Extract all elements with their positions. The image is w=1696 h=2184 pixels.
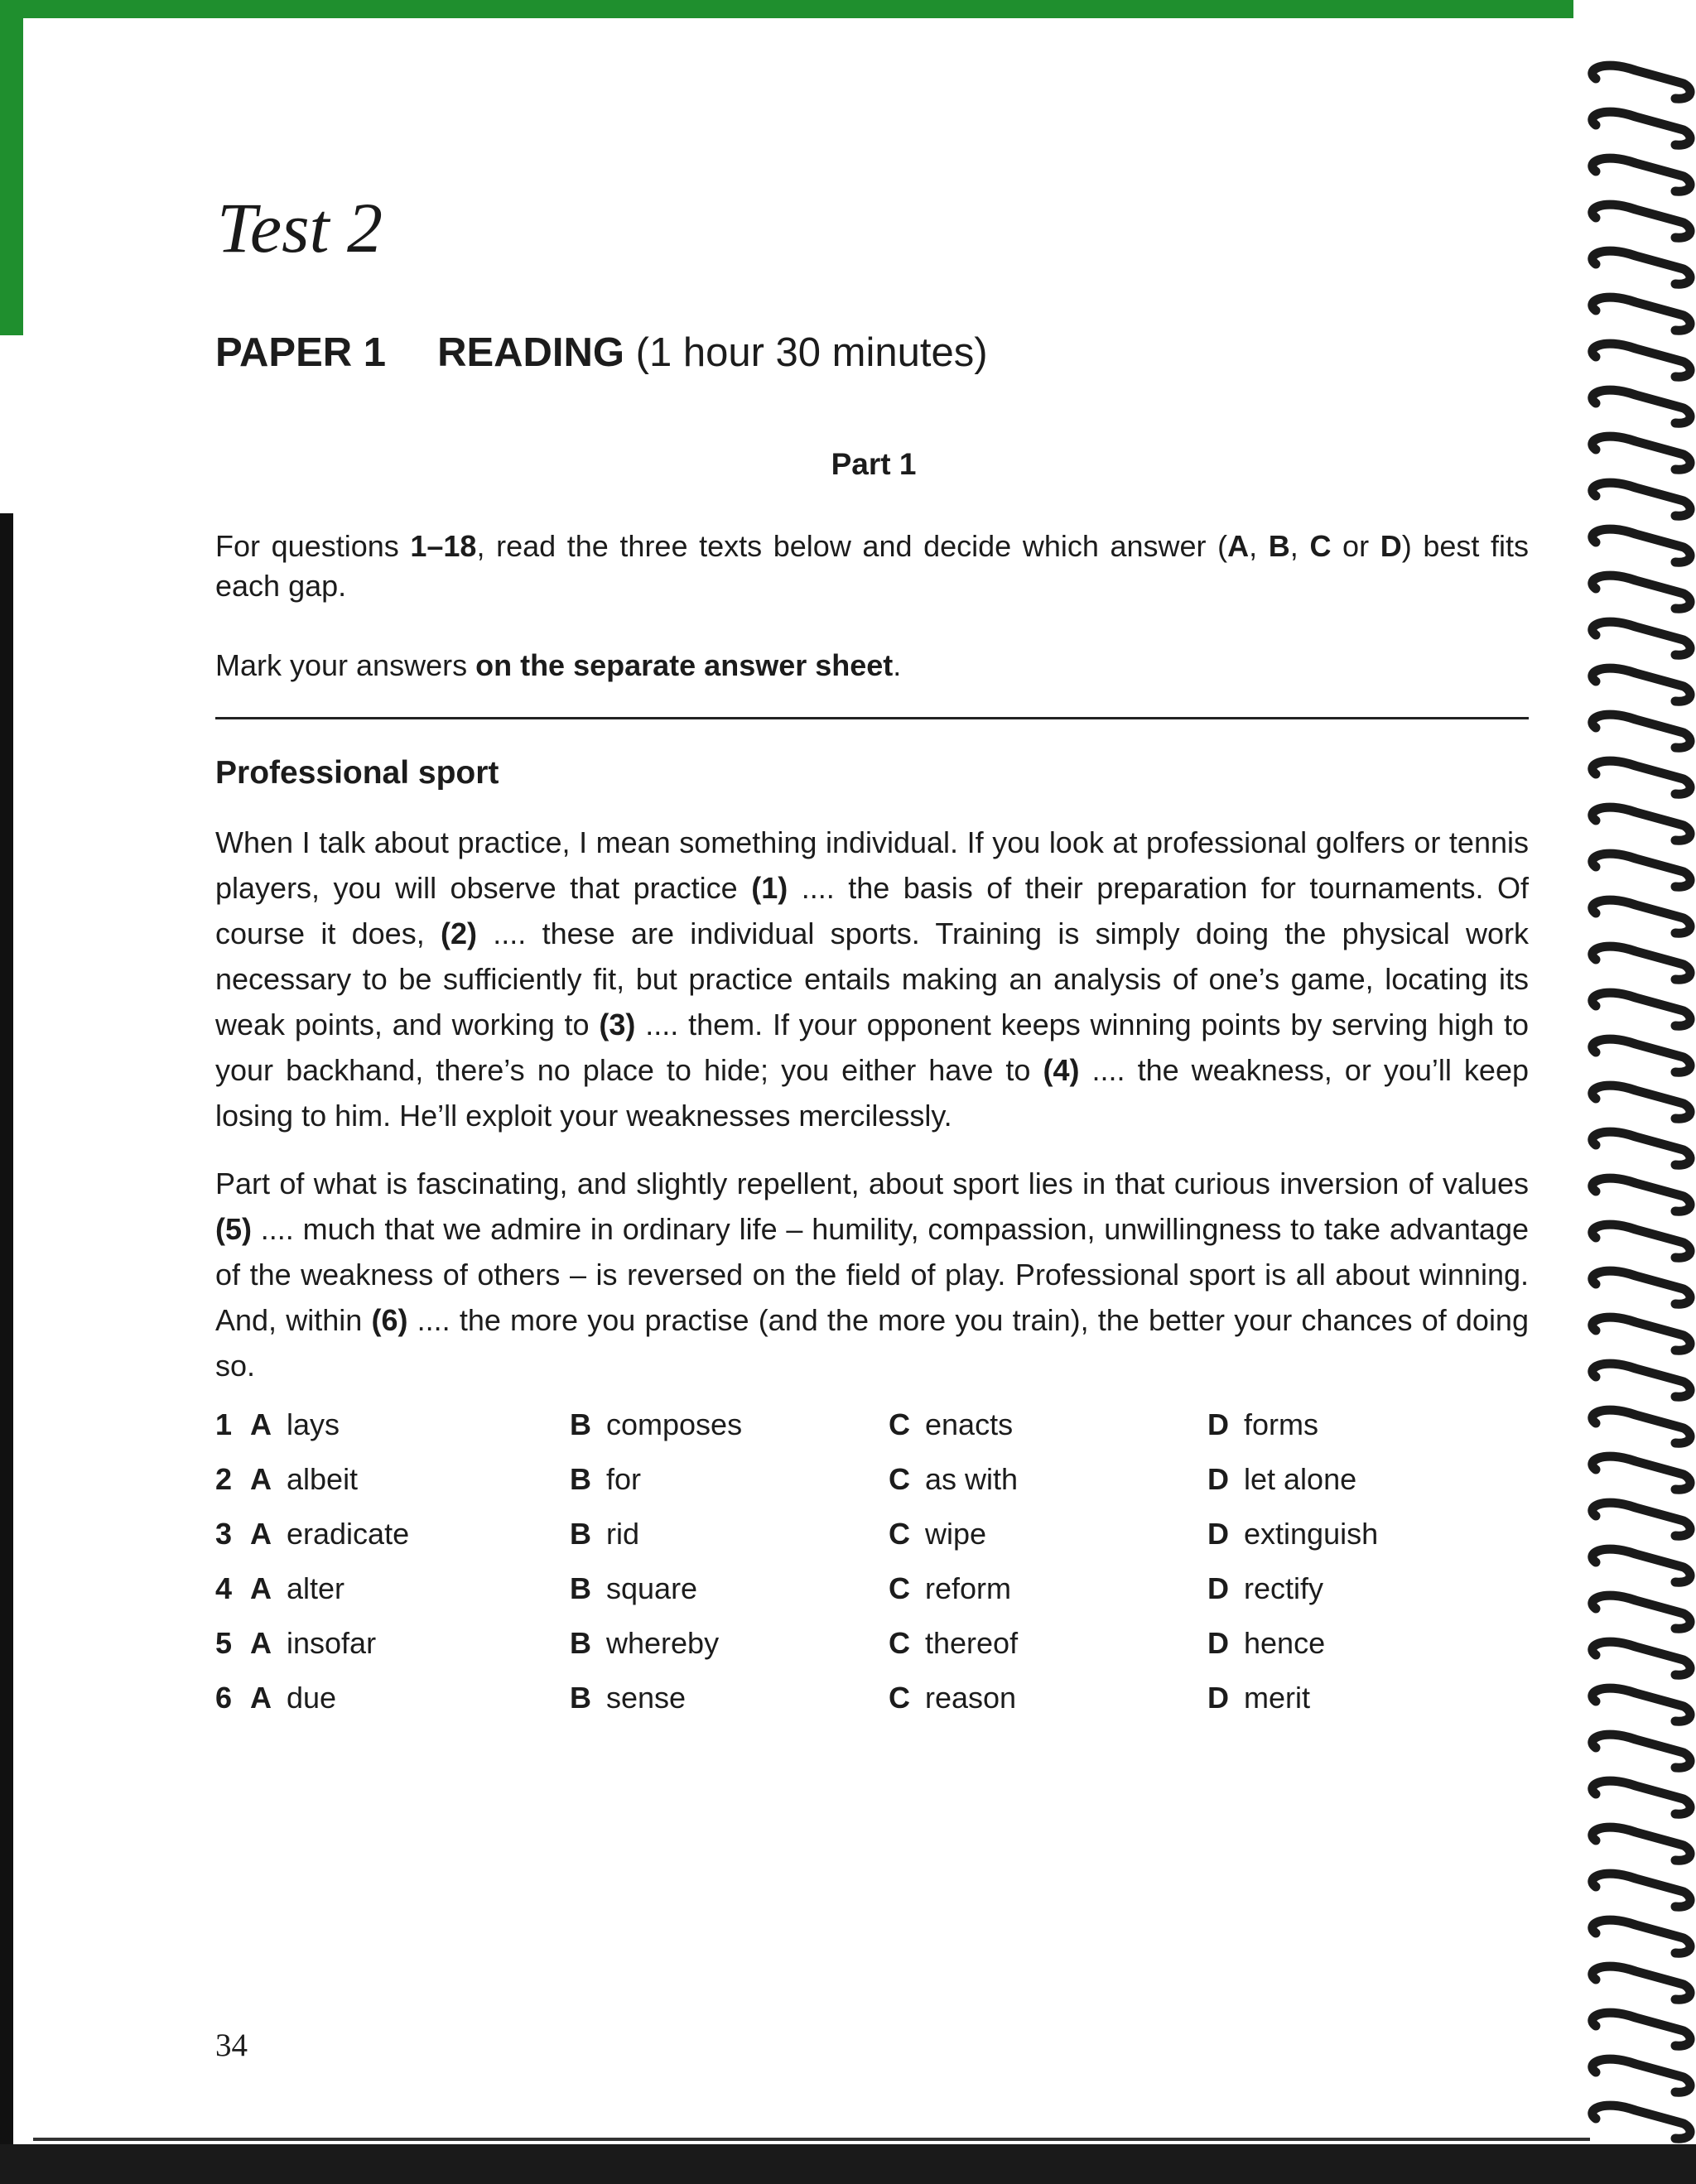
question-number: 1 — [215, 1407, 233, 1441]
spiral-loop — [1592, 1827, 1690, 1860]
spiral-loop — [1592, 1178, 1690, 1211]
option-d — [1207, 1681, 1310, 1715]
spiral-binding — [1578, 33, 1696, 2144]
option-text: insofar — [287, 1626, 377, 1660]
spiral-loop — [1592, 297, 1690, 330]
option-text: enacts — [925, 1407, 1014, 1441]
spiral-loop — [1592, 2105, 1690, 2138]
option-c — [889, 1626, 1018, 1661]
instructions — [215, 527, 1529, 606]
option-text: hence — [1244, 1626, 1326, 1660]
question-row — [215, 1462, 1540, 1517]
spiral-loop — [1592, 1364, 1690, 1397]
option-letter: D — [1207, 1517, 1229, 1551]
spiral-loop — [1592, 900, 1690, 933]
spiral-loop — [1592, 1966, 1690, 1999]
spiral-loop — [1592, 993, 1690, 1026]
option-letter: A — [250, 1626, 272, 1660]
option-text: forms — [1244, 1407, 1318, 1441]
spiral-loop — [1592, 483, 1690, 516]
instructions-text: . — [893, 648, 902, 682]
option-d — [1207, 1407, 1318, 1442]
option-text: extinguish — [1244, 1517, 1379, 1551]
option-letter: A — [250, 1462, 272, 1496]
option-letter-c: C — [1309, 529, 1332, 563]
spiral-loop — [1592, 761, 1690, 794]
paper-label: PAPER 1 — [215, 330, 387, 375]
option-letter: C — [889, 1462, 910, 1496]
option-d — [1207, 1462, 1356, 1497]
option-letter: D — [1207, 1626, 1229, 1660]
passage-text: .... them. If your opponent keeps winning points by serving high to your backhand, there’s no place to hide; you either have to — [215, 1008, 1529, 1087]
spiral-loop — [1592, 1085, 1690, 1118]
spiral-loop — [1592, 1503, 1690, 1536]
option-text: reform — [925, 1571, 1012, 1605]
spiral-loop — [1592, 158, 1690, 191]
spiral-loop — [1592, 529, 1690, 562]
option-letter: A — [250, 1571, 272, 1605]
gap-number: (1) — [751, 871, 788, 905]
text-title: Professional sport — [215, 755, 499, 791]
option-text: wipe — [925, 1517, 987, 1551]
option-text: composes — [606, 1407, 743, 1441]
page-number: 34 — [215, 2028, 248, 2063]
passage-text: .... these are individual sports. Training is simply doing the physical work necessary to be sufficiently fit, but practice entails making an analysis of one’s game, locating its weak points, and working to — [215, 916, 1530, 1041]
option-letter: C — [889, 1571, 910, 1605]
option-text: merit — [1244, 1681, 1310, 1715]
option-letter: D — [1207, 1571, 1229, 1605]
spiral-loop — [1592, 344, 1690, 377]
option-letter-a: A — [1227, 529, 1250, 563]
option-letter: C — [889, 1407, 910, 1441]
option-text: as with — [925, 1462, 1019, 1496]
spiral-loop — [1592, 1595, 1690, 1628]
spiral-loop — [1592, 204, 1690, 238]
gap-number: (3) — [599, 1008, 636, 1041]
option-text: rectify — [1244, 1571, 1324, 1605]
answer-options — [215, 1407, 1540, 1735]
option-letter-d: D — [1380, 529, 1402, 563]
option-letter-b: B — [1268, 529, 1290, 563]
section-divider — [215, 717, 1529, 719]
spiral-loop — [1592, 1224, 1690, 1258]
option-a — [250, 1462, 358, 1497]
spiral-loop — [1592, 1271, 1690, 1304]
spiral-loop — [1592, 1781, 1690, 1814]
option-text: whereby — [606, 1626, 720, 1660]
spiral-loop — [1592, 390, 1690, 423]
question-number: 2 — [215, 1462, 233, 1496]
option-a — [250, 1517, 409, 1551]
passage-text: .... the more you practise (and the more you train), the better your chances of doing so. — [215, 1303, 1529, 1383]
spiral-loop — [1592, 1642, 1690, 1675]
spiral-loop — [1592, 251, 1690, 284]
option-letter: D — [1207, 1407, 1229, 1441]
option-letter: A — [250, 1517, 272, 1551]
spiral-loop — [1592, 112, 1690, 145]
option-a — [250, 1681, 336, 1715]
passage-paragraph-1 — [215, 820, 1529, 1138]
page-bottom-line — [33, 2138, 1590, 2141]
spiral-loop — [1592, 1734, 1690, 1768]
option-text: eradicate — [287, 1517, 410, 1551]
option-a — [250, 1626, 376, 1661]
passage-paragraph-2 — [215, 1161, 1529, 1388]
option-text: lays — [287, 1407, 340, 1441]
gap-number: (4) — [1043, 1053, 1080, 1087]
spiral-loop — [1592, 575, 1690, 609]
instructions-text: For questions — [215, 529, 411, 563]
spiral-loop — [1592, 946, 1690, 979]
spiral-loop — [1592, 1317, 1690, 1350]
option-letter: B — [570, 1407, 591, 1441]
option-b — [570, 1681, 686, 1715]
spiral-loop — [1592, 2059, 1690, 2092]
spiral-loop — [1592, 1039, 1690, 1072]
spiral-loop — [1592, 2013, 1690, 2046]
option-c — [889, 1407, 1013, 1442]
spiral-loop — [1592, 1920, 1690, 1953]
paper-heading — [215, 330, 988, 376]
option-letter: C — [889, 1681, 910, 1715]
spiral-loop — [1592, 1549, 1690, 1582]
option-letter: B — [570, 1681, 591, 1715]
instructions-text: , read the three texts below and decide which answer ( — [476, 529, 1228, 563]
question-range: 1–18 — [410, 529, 477, 563]
option-letter: B — [570, 1626, 591, 1660]
passage-text: When I talk about practice, I mean something individual. If you look at professional golfers or tennis players, you will observe that practice — [215, 825, 1529, 905]
question-number: 3 — [215, 1517, 233, 1551]
option-letter: D — [1207, 1681, 1229, 1715]
passage-text: .... the weakness, or you’ll keep losing to him. He’ll exploit your weaknesses mercilessly. — [215, 1053, 1530, 1133]
gap-number: (6) — [371, 1303, 408, 1337]
option-b — [570, 1517, 639, 1551]
option-b — [570, 1626, 719, 1661]
spiral-loop — [1592, 1410, 1690, 1443]
page-edge-green-left — [0, 0, 23, 335]
instructions-text: Mark your answers — [215, 648, 476, 682]
option-c — [889, 1462, 1018, 1497]
option-letter: B — [570, 1571, 591, 1605]
question-number: 5 — [215, 1626, 233, 1660]
question-number: 6 — [215, 1681, 233, 1715]
spiral-loop — [1592, 65, 1690, 99]
option-b — [570, 1407, 742, 1442]
spiral-loop — [1592, 668, 1690, 701]
option-c — [889, 1681, 1016, 1715]
question-row — [215, 1681, 1540, 1735]
option-d — [1207, 1571, 1323, 1606]
option-d — [1207, 1517, 1378, 1551]
duration-label: (1 hour 30 minutes) — [635, 330, 988, 375]
answer-sheet-instruction — [215, 646, 901, 686]
option-letter: D — [1207, 1462, 1229, 1496]
spiral-loop — [1592, 1132, 1690, 1165]
option-text: let alone — [1244, 1462, 1357, 1496]
answer-sheet-emphasis: on the separate answer sheet — [475, 648, 894, 682]
question-row — [215, 1571, 1540, 1626]
question-row — [215, 1626, 1540, 1681]
option-a — [250, 1571, 344, 1606]
option-b — [570, 1462, 641, 1497]
option-text: reason — [925, 1681, 1017, 1715]
spiral-loop — [1592, 1874, 1690, 1907]
spiral-loop — [1592, 1688, 1690, 1721]
passage-text: .... much that we admire in ordinary life – humility, compassion, unwillingness to take advantage of the weakness of others – is reversed on the field of play. Professional sport is all about winning. And, within — [215, 1212, 1529, 1337]
page-edge-green-top — [0, 0, 1573, 18]
instructions-text: ) best fits each gap. — [215, 529, 1529, 603]
option-letter: C — [889, 1626, 910, 1660]
option-letter: B — [570, 1517, 591, 1551]
page-edge-bottom — [0, 2144, 1696, 2184]
part-title: Part 1 — [831, 447, 917, 481]
spiral-loop — [1592, 1456, 1690, 1489]
page-edge-dark-left — [0, 513, 13, 2184]
section-label: READING — [437, 330, 625, 375]
option-text: square — [606, 1571, 698, 1605]
instructions-text: , — [1249, 529, 1269, 563]
option-text: due — [287, 1681, 337, 1715]
passage-text: .... the basis of their preparation for tournaments. Of course it does, — [215, 871, 1530, 950]
instructions-text: , — [1289, 529, 1310, 563]
spiral-loop — [1592, 622, 1690, 655]
option-letter: A — [250, 1681, 272, 1715]
gap-number: (2) — [441, 916, 477, 950]
option-letter: B — [570, 1462, 591, 1496]
test-title: Test 2 — [217, 188, 383, 267]
option-letter: A — [250, 1407, 272, 1441]
option-text: for — [606, 1462, 642, 1496]
spiral-loop — [1592, 854, 1690, 887]
option-text: rid — [606, 1517, 640, 1551]
option-a — [250, 1407, 340, 1442]
option-text: sense — [606, 1681, 687, 1715]
option-c — [889, 1517, 986, 1551]
option-text: albeit — [287, 1462, 359, 1496]
option-b — [570, 1571, 697, 1606]
passage-text: Part of what is fascinating, and slightly repellent, about sport lies in that curious inversion of values — [215, 1167, 1529, 1200]
gap-number: (5) — [215, 1212, 252, 1246]
spiral-loop — [1592, 714, 1690, 748]
question-row — [215, 1407, 1540, 1462]
option-letter: C — [889, 1517, 910, 1551]
spiral-loop — [1592, 807, 1690, 840]
question-number: 4 — [215, 1571, 233, 1605]
option-d — [1207, 1626, 1325, 1661]
question-row — [215, 1517, 1540, 1571]
option-text: alter — [287, 1571, 345, 1605]
option-c — [889, 1571, 1011, 1606]
instructions-text: or — [1331, 529, 1380, 563]
option-text: thereof — [925, 1626, 1019, 1660]
